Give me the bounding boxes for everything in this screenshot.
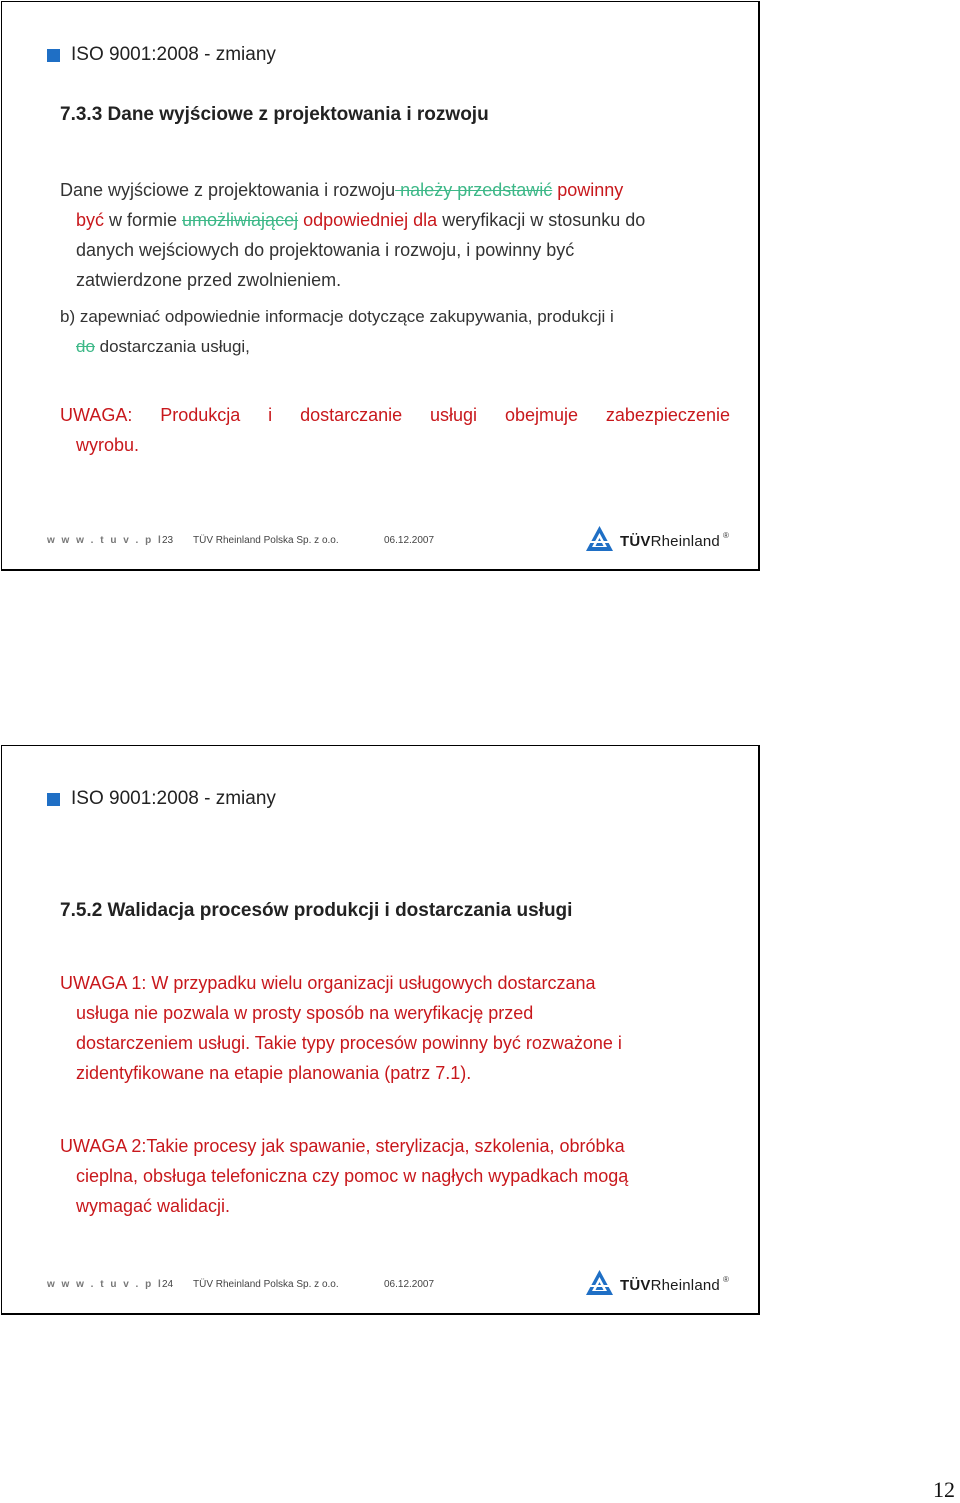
note1-paragraph (60, 968, 730, 1088)
note-word: Produkcja (160, 405, 241, 425)
bullet-square-icon (47, 793, 60, 806)
logo-wordmark: TÜVRheinland (620, 1277, 720, 1294)
deleted-text: do (76, 337, 95, 356)
point-b-paragraph (60, 302, 730, 362)
registered-mark: ® (722, 531, 729, 540)
slide-footer (47, 1266, 728, 1306)
note-word: obejmuje (504, 405, 578, 425)
note-word: i (268, 405, 273, 425)
text-line: cieplna, obsługa telefoniczna czy pomoc w nagłych wypadkach mogą (76, 1166, 629, 1186)
note-word: usługi (430, 405, 478, 425)
footer-url: w w w . t u v . p l (47, 1279, 163, 1290)
text-run: Dane wyjściowe z projektowania i rozwoju (60, 180, 396, 200)
tuv-logo (585, 525, 729, 552)
text-run: zatwierdzone przed zwolnieniem. (76, 270, 342, 290)
note-word: dostarczanie (300, 405, 403, 425)
inserted-text: być (76, 210, 105, 230)
note-paragraph (60, 400, 730, 460)
note2-paragraph (60, 1131, 730, 1221)
slide-header (47, 42, 276, 68)
footer-date: 06.12.2007 (384, 1279, 435, 1290)
text-run: dostarczania usługi, (94, 337, 250, 356)
slide-23 (1, 1, 760, 571)
slide-title: ISO 9001:2008 - zmiany (71, 44, 276, 65)
slide-title: ISO 9001:2008 - zmiany (71, 788, 276, 809)
slide-header (47, 786, 276, 812)
bullet-square-icon (47, 49, 60, 62)
text-run: danych wejściowych do projektowania i rozwoju, (76, 240, 467, 260)
company-name: TÜV Rheinland Polska Sp. z o.o. (193, 535, 339, 546)
inserted-text: powinny (552, 180, 624, 200)
page-number: 12 (933, 1477, 955, 1502)
text-run: i powinny być (466, 240, 575, 260)
tuv-triangle-icon (585, 525, 614, 552)
note-word: UWAGA: (60, 405, 133, 425)
inserted-text: odpowiedniej dla (298, 210, 438, 230)
tuv-logo (585, 1269, 729, 1296)
registered-mark: ® (722, 1275, 729, 1284)
text-run: b) zapewniać odpowiednie informacje dotyczące zakupywania, produkcji i (60, 307, 614, 326)
text-run: w formie (104, 210, 183, 230)
slide-footer (47, 522, 728, 562)
text-run: weryfikacji w stosunku do (437, 210, 646, 230)
output-paragraph (60, 175, 730, 295)
logo-wordmark: TÜVRheinland (620, 533, 720, 550)
text-line: wymagać walidacji. (76, 1196, 231, 1216)
tuv-triangle-icon (585, 1269, 614, 1296)
text-line: UWAGA 2:Takie procesy jak spawanie, sterylizacja, szkolenia, obróbka (60, 1136, 625, 1156)
text-line: usługa nie pozwala w prosty sposób na weryfikację przed (76, 1003, 534, 1023)
note-line-justified (60, 400, 730, 430)
text-line: UWAGA 1: W przypadku wielu organizacji usługowych dostarczana (60, 973, 596, 993)
slide-number: 23 (162, 535, 174, 546)
section-heading: 7.5.2 Walidacja procesów produkcji i dostarczania usługi (60, 900, 573, 921)
slide-number: 24 (162, 1279, 174, 1290)
section-heading: 7.3.3 Dane wyjściowe z projektowania i rozwoju (60, 104, 489, 125)
footer-url: w w w . t u v . p l (47, 535, 163, 546)
text-line: zidentyfikowane na etapie planowania (patrz 7.1). (76, 1063, 472, 1083)
note-word: zabezpieczenie (605, 405, 730, 425)
deleted-text: należy przedstawić (395, 180, 553, 200)
company-name: TÜV Rheinland Polska Sp. z o.o. (193, 1279, 339, 1290)
footer-date: 06.12.2007 (384, 535, 435, 546)
text-line: dostarczeniem usługi. Takie typy procesów powinny być rozważone i (76, 1033, 622, 1053)
deleted-text: umożliwiającej (182, 210, 299, 230)
slide-24 (1, 745, 760, 1315)
text-run: wyrobu. (76, 435, 140, 455)
